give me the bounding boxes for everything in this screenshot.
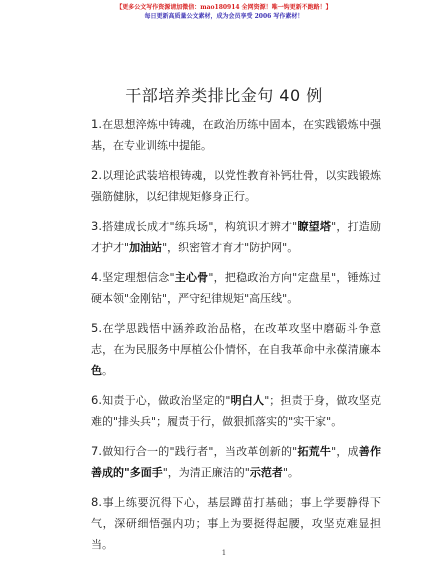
paragraph-text: 。 xyxy=(102,364,113,377)
paragraph-text: 以理论武装培根铸魂，以党性教育补钙壮骨，以实践锻炼强筋健脉，以纪律规矩修身正行。 xyxy=(91,169,381,203)
paragraph-number: 4. xyxy=(91,270,102,284)
paragraph-number: 2. xyxy=(91,168,102,182)
paragraph xyxy=(91,492,381,555)
paragraph-number: 1. xyxy=(91,117,102,131)
paragraph-text: "，织密管才育才"防护网"。 xyxy=(162,241,299,254)
paragraph-text: 搭建成长成才"练兵场"，构筑识才辨才" xyxy=(101,220,298,233)
paragraph-text: "。 xyxy=(282,466,299,479)
paragraph-number: 6. xyxy=(91,393,102,407)
paragraph-text: "，成 xyxy=(331,445,359,458)
emphasized-text: 瞭望塔 xyxy=(297,220,332,233)
paragraph xyxy=(91,216,381,258)
paragraph-number: 5. xyxy=(91,321,102,335)
paragraph-text: "；担责于身，做攻坚克难的"排头兵"；履责于行，做狠抓落实的"实干家"。 xyxy=(91,394,382,428)
promo-banner xyxy=(0,3,448,21)
paragraph-text: 做知行合一的"践行者"，当改革创新的" xyxy=(101,445,298,458)
paragraph xyxy=(91,318,381,381)
paragraph-text: 在思想淬炼中铸魂，在政治历练中固本，在实践锻炼中强基，在专业训练中提能。 xyxy=(91,118,381,152)
paragraph xyxy=(91,267,381,309)
emphasized-text: 色 xyxy=(91,364,102,377)
paragraph-number: 7. xyxy=(91,444,102,458)
emphasized-text: 拓荒牛 xyxy=(297,445,332,458)
paragraph-text: 知责于心，做政治坚定的" xyxy=(101,394,231,407)
paragraph-text: "，打造励才护才" xyxy=(91,220,382,254)
emphasized-text: 主心骨 xyxy=(174,271,209,284)
paragraph-number: 8. xyxy=(91,495,102,509)
document-body xyxy=(91,114,381,564)
emphasized-text: 示范者 xyxy=(249,466,283,479)
document-title: 干部培养类排比金句 40 例 xyxy=(125,86,323,105)
paragraph-text: 在学思践悟中涵养政治品格，在改革攻坚中磨砺斗争意志，在为民服务中厚植公仆情怀，在自我革命中永葆清廉本 xyxy=(91,322,381,356)
promo-banner-line-2: 每日更新高质量公文素材，成为会员享受 2006 写作素材！ xyxy=(144,13,304,20)
paragraph-text: "，把稳政治方向"定盘星"，锤炼过硬本领"金刚钻"，严守纪律规矩"高压线"。 xyxy=(91,271,382,305)
emphasized-text: 加油站 xyxy=(129,241,163,254)
paragraph-number: 3. xyxy=(91,219,102,233)
paragraph-text: 坚定理想信念" xyxy=(101,271,175,284)
emphasized-text: 善作善成的"多面手 xyxy=(91,445,382,479)
paragraph-text: 事上练要沉得下心，基层蹲苗打基础；事上学要静得下气，深研细悟强内功；事上为要挺得起腰，攻坚克难显担当。 xyxy=(91,496,381,551)
paragraph xyxy=(91,390,381,432)
paragraph xyxy=(91,165,381,207)
emphasized-text: 明白人 xyxy=(230,394,265,407)
paragraph-text: "，为清正廉洁的" xyxy=(162,466,250,479)
page-number: 1 xyxy=(221,549,227,557)
paragraph xyxy=(91,441,381,483)
paragraph xyxy=(91,114,381,156)
promo-banner-line-1: 【更多公文写作资源请加微信：mao180914 全网资源！唯一钩更新不跑路！】 xyxy=(116,4,332,11)
